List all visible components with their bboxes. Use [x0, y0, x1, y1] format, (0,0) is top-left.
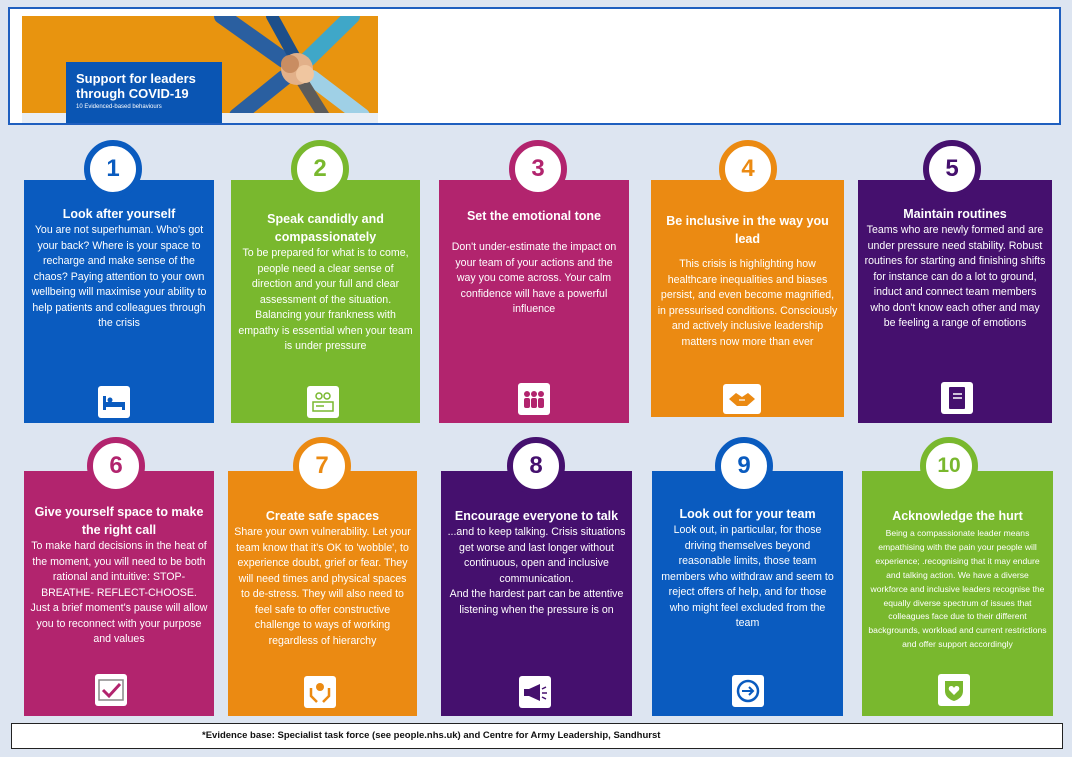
card-title: Speak candidly and compassionately [267, 212, 384, 244]
banner-title-box [66, 62, 222, 123]
search-arrow-icon [732, 675, 764, 707]
number-circle-5: 5 [923, 140, 981, 198]
card-body: Teams who are newly formed and are under pressure need stability. Robust routines for starting and finishing shifts for instance can do a lot to ground, induct and connect team members who don't know each other and may be feeling a range of emotions [864, 224, 1046, 329]
bed-icon [98, 386, 130, 418]
checkmark-icon [95, 674, 127, 706]
group-icon [518, 383, 550, 415]
card-title: Look after yourself [62, 207, 176, 221]
banner-title: Support for leaders through COVID-19 [76, 71, 196, 101]
header-banner-image [22, 16, 378, 123]
card-body: To make hard decisions in the heat of the moment, you will need to be both rational and intuitive: STOP-BREATHE- REFLECT-CHOOSE. Just a brief moment's pause will allow you to reconnect with your purpose and values [30, 540, 208, 645]
handshake-icon [723, 384, 761, 414]
card-body: ...and to keep talking. Crisis situations get worse and last longer without continuous, open and inclusive communication. And the hardest part can be attentive listening when the pressure is on [447, 526, 626, 616]
card-title: Set the emotional tone [466, 209, 602, 223]
card-body: Share your own vulnerability. Let your team know that it's OK to 'wobble', to experience doubt, grief or fear. They will need times and physical spaces to de-stress. They will also need to feel safe to offer constructive challenge to ways of working regardless of hierarchy [234, 526, 411, 647]
card-title: Be inclusive in the way you lead [666, 214, 829, 246]
meeting-icon [307, 386, 339, 418]
number-circle-10: 10 [920, 437, 978, 495]
notebook-icon [941, 382, 973, 414]
card-body: Don't under-estimate the impact on your team of your actions and the way you come across. Your calm confidence will have a powerful influence [451, 241, 617, 315]
card-body: Look out, in particular, for those driving themselves beyond reasonable limits, those team members who withdraw and seem to reject offers of help, and for those who might feel excluded from the team [661, 524, 834, 629]
megaphone-icon [519, 676, 551, 708]
card-body: This crisis is highlighting how healthcare inequalities and biases persist, and even become magnified, in pressurised conditions. Consciously and actively inclusive leadership matters now more than ever [657, 258, 838, 348]
number-circle-6: 6 [87, 437, 145, 495]
evidence-footer [11, 723, 1063, 749]
number-circle-9: 9 [715, 437, 773, 495]
card-title: Create safe spaces [265, 509, 380, 523]
number-circle-1: 1 [84, 140, 142, 198]
banner-subtitle: 10 Evidenced-based behaviours [76, 104, 162, 110]
card-title: Maintain routines [903, 207, 1007, 221]
number-circle-4: 4 [719, 140, 777, 198]
card-body: Being a compassionate leader means empathising with the pain your people will experience; .recognising that it may endure and talking action. We have a diverse workforce and inclusive leaders recognise the equally diverse spectrum of issues that colleagues face due to their different backgrounds, workload and current restrictions and offer support accordingly [868, 528, 1047, 650]
number-circle-3: 3 [509, 140, 567, 198]
support-hands-icon [304, 676, 336, 708]
card-title: Acknowledge the hurt [892, 509, 1023, 523]
header-box [8, 7, 1061, 125]
footer-text: *Evidence base: Specialist task force (see people.nhs.uk) and Centre for Army Leadership, Sandhurst [202, 730, 661, 741]
card-4 [651, 180, 844, 417]
card-body: You are not superhuman. Who's got your back? Where is your space to recharge and make sense of the chaos? Paying attention to your own wellbeing will maximise your ability to help patients and colleagues through the crisis [31, 224, 207, 329]
number-circle-2: 2 [291, 140, 349, 198]
card-title: Encourage everyone to talk [454, 509, 619, 523]
card-body: To be prepared for what is to come, people need a clear sense of direction and your full and clear assessment of the situation. Balancing your frankness with empathy is essential when your team is under pressure [238, 247, 413, 352]
number-circle-7: 7 [293, 437, 351, 495]
card-title: Give yourself space to make the right call [34, 505, 204, 537]
heart-shield-icon [938, 674, 970, 706]
card-title: Look out for your team [679, 507, 816, 521]
number-circle-8: 8 [507, 437, 565, 495]
